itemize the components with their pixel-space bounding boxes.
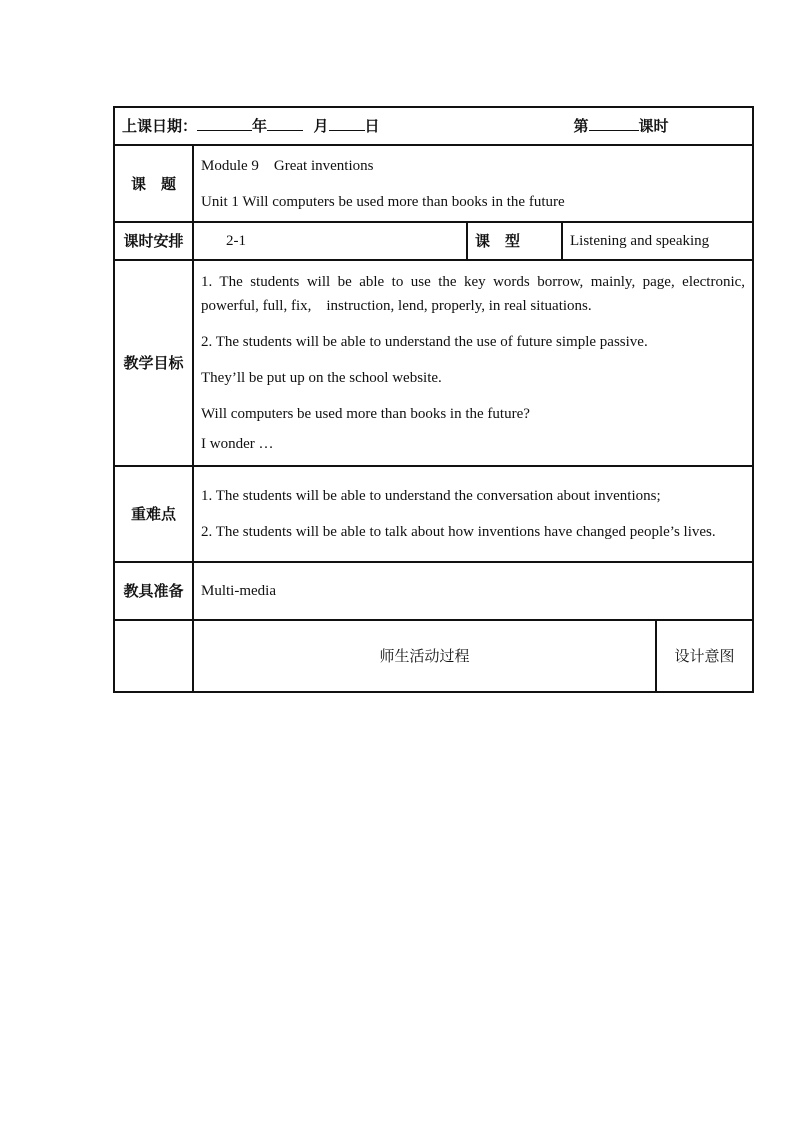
key-points-row <box>114 466 753 562</box>
key-point-item: 2. The students will be able to talk about how inventions have changed people’s lives. <box>201 524 716 540</box>
key-points-label: 重难点 <box>114 466 193 562</box>
schedule-row <box>114 222 753 260</box>
date-cell <box>114 107 753 145</box>
day-blank[interactable] <box>329 114 365 131</box>
period-suffix: 课时 <box>638 117 669 135</box>
topic-cell <box>193 145 753 222</box>
schedule-value: 2-1 <box>193 222 467 260</box>
objectives-label: 教学目标 <box>114 260 193 466</box>
objective-item: 1. The students will be able to use the key words borrow, mainly, page, electronic, powerful, full, fix, instruction, lend, properly, in real situations. <box>201 274 746 314</box>
objective-item: They’ll be put up on the school website. <box>201 370 442 386</box>
year-blank[interactable] <box>197 114 252 131</box>
process-header-row <box>114 620 753 692</box>
objective-item: 2. The students will be able to understand the use of future simple passive. <box>201 334 648 350</box>
design-header: 设计意图 <box>656 620 753 692</box>
materials-label: 教具准备 <box>114 562 193 620</box>
date-label: 上课日期： <box>122 117 198 135</box>
date-row <box>114 107 753 145</box>
process-empty-cell <box>114 620 193 692</box>
unit-title: Unit 1 Will computers be used more than books in the future <box>201 193 565 210</box>
objective-item: I wonder … <box>201 436 274 452</box>
objectives-row <box>114 260 753 466</box>
topic-row <box>114 145 753 222</box>
month-label: 月 <box>313 117 329 135</box>
topic-label: 课 题 <box>114 145 193 222</box>
objective-item: Will computers be used more than books in the future? <box>201 406 530 422</box>
period-prefix: 第 <box>573 117 589 135</box>
key-point-item: 1. The students will be able to understand the conversation about inventions; <box>201 488 661 504</box>
period-blank[interactable] <box>589 114 639 131</box>
year-label: 年 <box>252 117 268 135</box>
month-blank[interactable] <box>267 114 303 131</box>
objectives-cell <box>193 260 753 466</box>
day-label: 日 <box>364 117 380 135</box>
materials-value: Multi-media <box>193 562 753 620</box>
key-points-cell <box>193 466 753 562</box>
activity-header: 师生活动过程 <box>193 620 656 692</box>
lesson-plan-table <box>113 106 754 693</box>
type-value: Listening and speaking <box>562 222 753 260</box>
type-label: 课 型 <box>467 222 562 260</box>
module-title: Module 9 Great inventions <box>201 157 374 174</box>
schedule-label: 课时安排 <box>114 222 193 260</box>
materials-row <box>114 562 753 620</box>
